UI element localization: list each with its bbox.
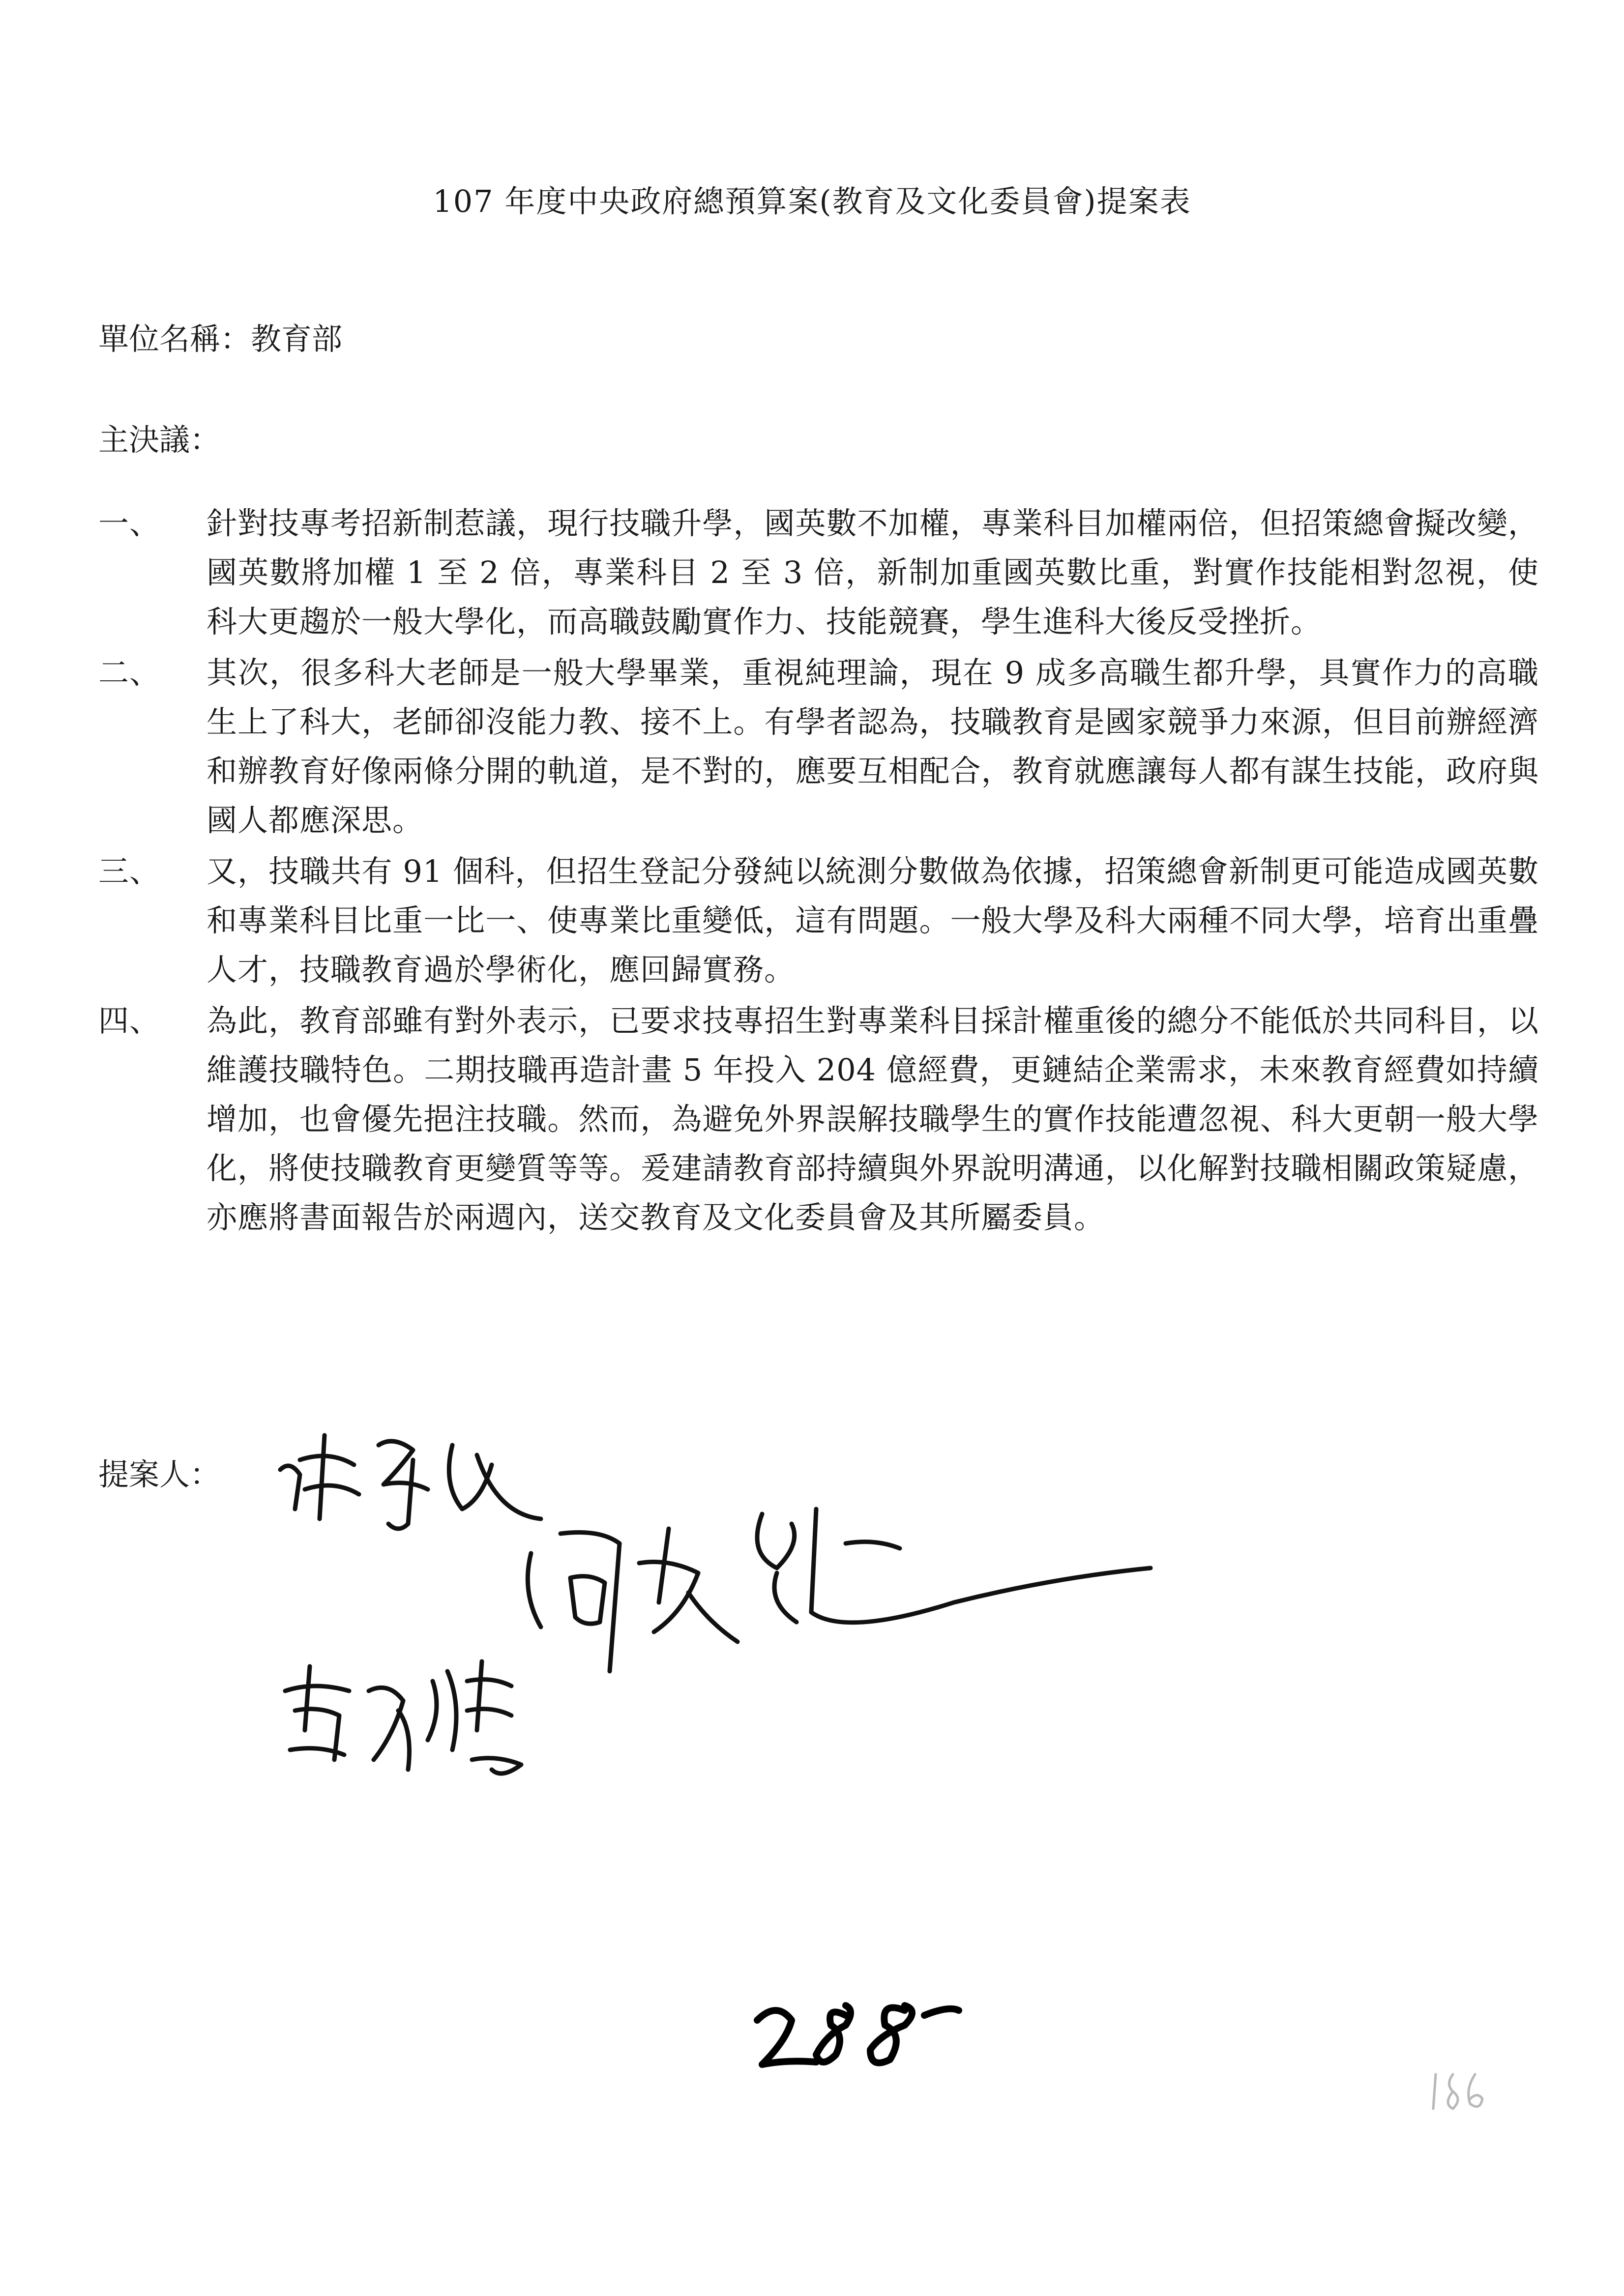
resolution-item (98, 847, 1539, 994)
item-text: 又，技職共有 91 個科，但招生登記分發純以統測分數做為依據，招策總會新制更可能造成國英數和專業科目比重一比一、使專業比重變低，這有問題。一般大學及科大兩種不同大學，培育出重疊人才，技職教育過於學術化，應回歸實務。 (207, 853, 1539, 988)
unit-name: 單位名稱：教育部 (98, 321, 343, 357)
proposer-label: 提案人： (98, 1456, 221, 1492)
item-text: 為此，教育部雖有對外表示，已要求技專招生對專業科目採計權重後的總分不能低於共同科目，以維護技職特色。二期技職再造計畫 5 年投入 204 億經費，更鏈結企業需求，未來教育經費如持續增加，也會優先挹注技職。然而，為避免外界誤解技職學生的實作技能遭忽視、科大更朝一般大學化，將使技職教育更變質等等。爰建請教育部持續與外界說明溝通，以化解對技職相關政策疑慮，亦應將書面報告於兩週內，送交教育及文化委員會及其所屬委員。 (207, 1003, 1539, 1235)
signature-1 (280, 1435, 541, 1529)
signature-2 (528, 1509, 1151, 1671)
resolution-label: 主決議： (98, 422, 221, 458)
item-number: 三、 (98, 853, 161, 889)
signature-3 (285, 1661, 521, 1773)
document-title: 107 年度中央政府總預算案(教育及文化委員會)提案表 (433, 183, 1191, 219)
item-number: 四、 (98, 1003, 161, 1039)
item-text: 針對技專考招新制惹議，現行技職升學，國英數不加權，專業科目加權兩倍，但招策總會擬改變，國英數將加權 1 至 2 倍，專業科目 2 至 3 倍，新制加重國英數比重，對實作技能相對忽視，使科大更趨於一般大學化，而高職鼓勵實作力、技能競賽，學生進科大後反受挫折。 (207, 505, 1539, 639)
resolution-item (98, 499, 1539, 646)
corner-mark (1426, 2055, 1495, 2123)
item-text: 其次，很多科大老師是一般大學畢業，重視純理論，現在 9 成多高職生都升學，具實作力的高職生上了科大，老師卻沒能力教、接不上。有學者認為，技職教育是國家競爭力來源，但目前辦經濟和辦教育好像兩條分開的軌道，是不對的，應要互相配合，教育就應讓每人都有謀生技能，政府與國人都應深思。 (207, 655, 1539, 838)
item-number: 二、 (98, 655, 161, 691)
handwritten-signatures (266, 1416, 1249, 1809)
resolution-item (98, 996, 1539, 1242)
resolution-item (98, 648, 1539, 845)
item-number: 一、 (98, 505, 161, 541)
resolution-items (98, 499, 1539, 1244)
handwritten-page-number (0, 1986, 1624, 2084)
